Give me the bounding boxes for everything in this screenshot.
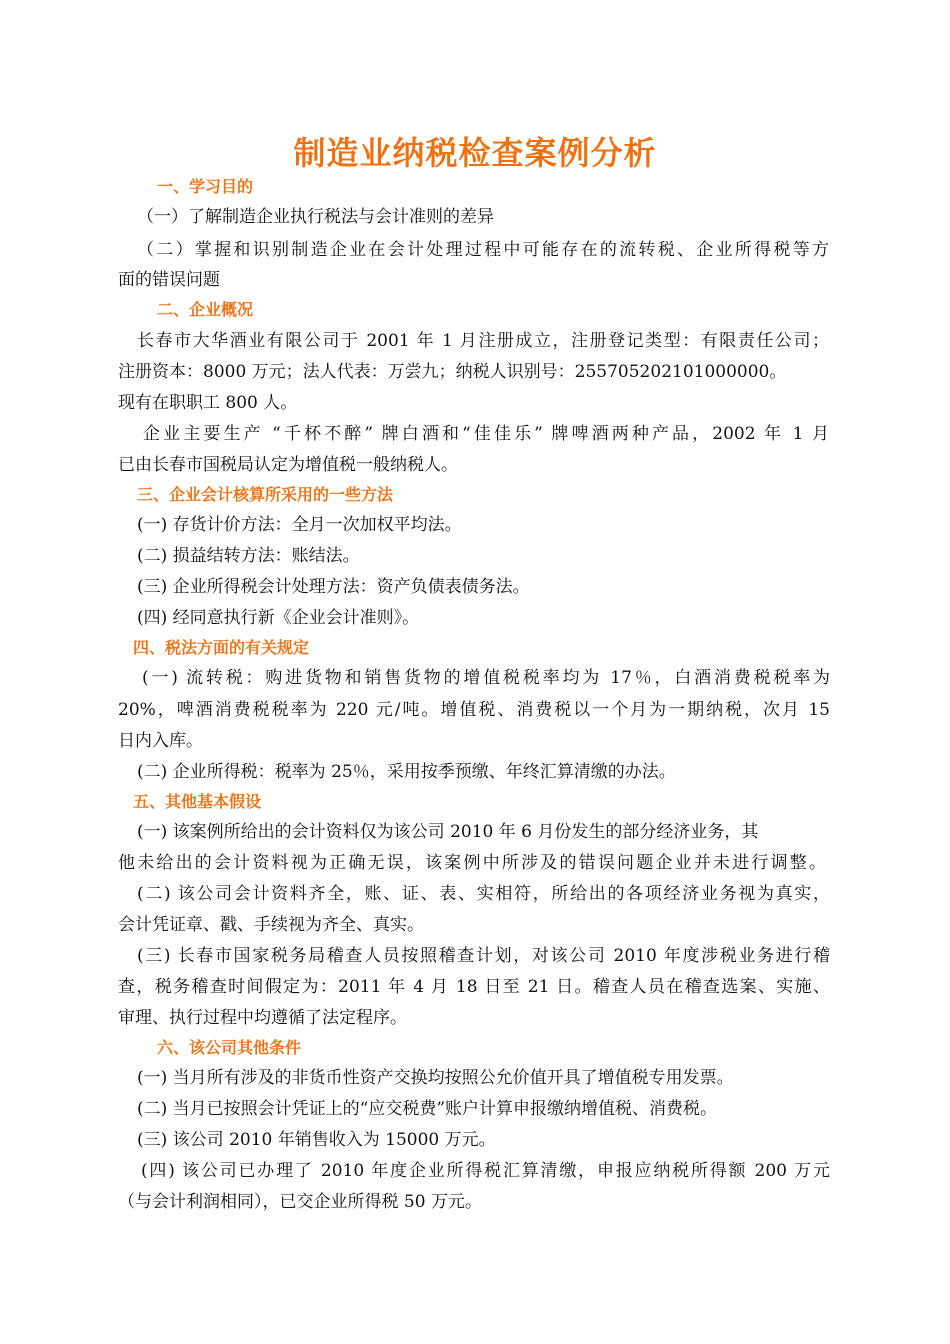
paragraph-line: (四) 该公司已办理了 2010 年度企业所得税汇算清缴，申报应纳税所得额 200 万元 [141, 1161, 830, 1181]
paragraph-line: 20%，啤酒消费税税率为 220 元/吨。增值税、消费税以一个月为一期纳税，次月 15 [118, 700, 830, 720]
paragraph-line: 已由长春市国税局认定为增值税一般纳税人。 [118, 455, 458, 475]
paragraph-line: 查，税务稽查时间假定为：2011 年 4 月 18 日至 21 日。稽查人员在稽查选案、实施、 [118, 977, 830, 997]
paragraph-line: 企业主要生产 “千杯不醉” 牌白酒和“佳佳乐” 牌啤酒两种产品，2002 年 1 月 [143, 424, 829, 444]
paragraph-line: 他未给出的会计资料视为正确无误，该案例中所涉及的错误问题企业并未进行调整。 [118, 853, 826, 873]
paragraph-line: 面的错误问题 [118, 270, 220, 290]
paragraph-line: 日内入库。 [118, 731, 203, 751]
paragraph-line: (二) 损益结转方法：账结法。 [137, 546, 360, 566]
paragraph-line: 会计凭证章、戳、手续视为齐全、真实。 [118, 915, 424, 935]
paragraph-line: 现有在职职工 800 人。 [118, 393, 298, 413]
paragraph-line: （一）了解制造企业执行税法与会计准则的差异 [137, 207, 494, 227]
paragraph-line: (二) 企业所得税：税率为 25％，采用按季预缴、年终汇算清缴的办法。 [137, 762, 676, 782]
paragraph-line: (四) 经同意执行新《企业会计准则》。 [137, 608, 420, 628]
paragraph-line: 注册资本：8000 万元；法人代表：万尝九；纳税人识别号：255705202101000000。 [118, 362, 787, 382]
paragraph-line: (二) 当月已按照会计凭证上的“应交税费”账户计算申报缴纳增值税、消费税。 [137, 1099, 718, 1119]
paragraph-line: (一) 当月所有涉及的非货币性资产交换均按照公允价值开具了增值税专用发票。 [137, 1068, 734, 1088]
paragraph-line: (三) 长春市国家税务局稽查人员按照稽查计划，对该公司 2010 年度涉税业务进行稽 [137, 946, 830, 966]
section-heading-accounting-methods: 三、企业会计核算所采用的一些方法 [137, 485, 394, 504]
document-title: 制造业纳税检查案例分析 [293, 134, 657, 172]
paragraph-line: （二）掌握和识别制造企业在会计处理过程中可能存在的流转税、企业所得税等方 [137, 240, 829, 260]
paragraph-line: 审理、执行过程中均遵循了法定程序。 [118, 1008, 407, 1028]
paragraph-line: (二) 该公司会计资料齐全，账、证、表、实相符，所给出的各项经济业务视为真实， [137, 884, 830, 904]
paragraph-line: (一) 该案例所给出的会计资料仅为该公司 2010 年 6 月份发生的部分经济业务，其 [137, 822, 759, 842]
paragraph-line: (一) 存货计价方法：全月一次加权平均法。 [137, 515, 462, 535]
paragraph-line: 长春市大华酒业有限公司于 2001 年 1 月注册成立，注册登记类型：有限责任公司； [137, 331, 829, 351]
paragraph-line: (三) 该公司 2010 年销售收入为 15000 万元。 [137, 1130, 496, 1150]
paragraph-line: (三) 企业所得税会计处理方法：资产负债表债务法。 [137, 577, 530, 597]
paragraph-line: （与会计利润相同），已交企业所得税 50 万元。 [118, 1192, 482, 1212]
section-heading-basic-assumptions: 五、其他基本假设 [133, 792, 262, 811]
paragraph-line: (一) 流转税：购进货物和销售货物的增值税税率均为 17％，白酒消费税税率为 [142, 668, 830, 688]
section-heading-tax-regulations: 四、税法方面的有关规定 [133, 638, 310, 657]
section-heading-other-conditions: 六、该公司其他条件 [157, 1038, 302, 1057]
section-heading-learning-goals: 一、学习目的 [157, 177, 254, 196]
section-heading-company-overview: 二、企业概况 [157, 300, 254, 319]
